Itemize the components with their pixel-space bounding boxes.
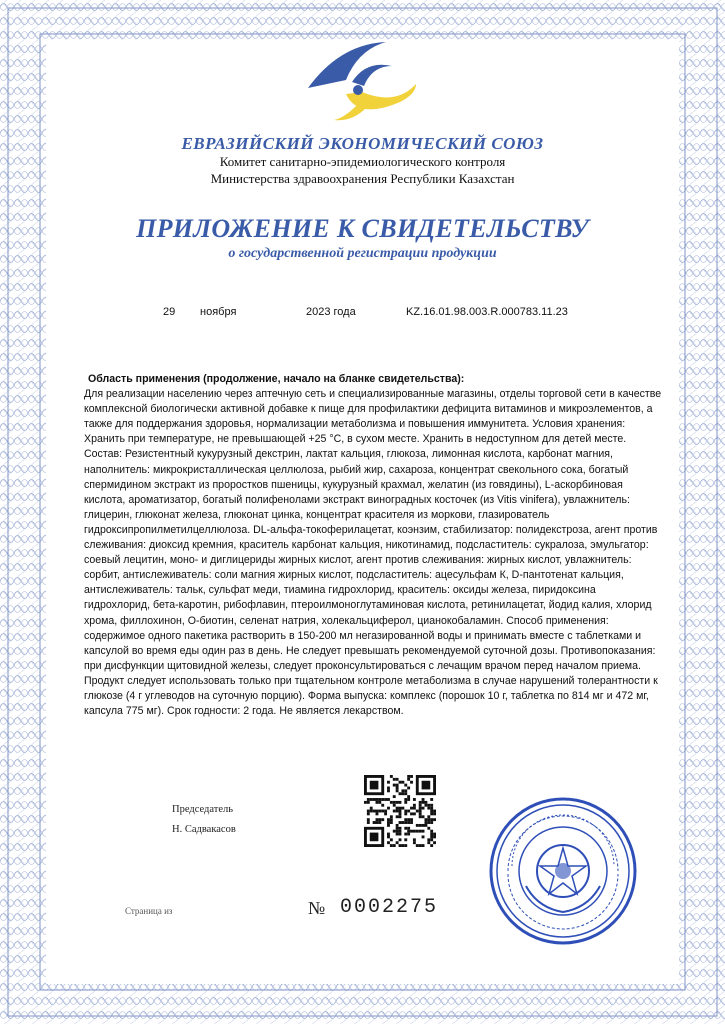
date-day: 29 [163,306,176,318]
page-label: Страница из [125,906,173,916]
union-name: ЕВРАЗИЙСКИЙ ЭКОНОМИЧЕСКИЙ СОЮЗ [181,134,544,153]
qr-code [364,775,436,847]
date-month: ноября [200,306,237,318]
document-subtitle: о государственной регистрации продукции [228,246,497,261]
official-stamp [488,796,638,946]
scope-heading: Область применения (продолжение, начало на бланке свидетельства): [88,373,465,385]
document-body [84,372,664,719]
document-title: ПРИЛОЖЕНИЕ К СВИДЕТЕЛЬСТВУ [136,214,589,243]
form-number: 0002275 [340,896,439,919]
date-year: 2023 года [306,306,356,318]
committee-name: Комитет санитарно-эпидемиологического контроля [219,154,506,169]
signatory-role: Председатель [172,804,234,815]
eaeu-logo [300,36,420,126]
registration-number: KZ.16.01.98.003.R.000783.11.23 [406,306,568,318]
body-paragraph: Для реализации населению через аптечную сеть и специализированные магазины, отделы торговой сети в качестве комплексной биологически активной добавке к пище для профилактики дефицита витаминов и микроэлементов, а также для поддержания здоровья, нормализации метаболизма и повышения иммунитета. Условия хранения: Хранить при температуре, не превышающей +25 °С, в сухом месте. Хранить в недоступном для детей месте. Состав: Резистентный кукурузный декстрин, лактат кальция, глюкоза, лимонная кислота, карбонат магния, наполнитель: микрокристаллическая целлюлоза, рыбий жир, сахароза, концентрат свекольного сока, богатый спермидином экстракт из проростков пшеницы, кукурузный крахмал, желатин (из говядины), L-аскорбиновая кислота, ароматизатор, богатый полифенолами экстракт виноградных косточек (из Vitis vinifera), увлажнитель: глицерин, глюконат железа, глюконат цинка, концентрат красителя из моркови, глазирователь гидроксипропилметилцеллюлоза. DL-альфа-токоферилацетат, коэнзим, стабилизатор: полидекстроза, агент против слеживания: диоксид кремния, краситель карбонат кальция, никотинамид, подсластитель: сукралоза, эмульгатор: соевый лецитин, моно- и диглицериды жирных кислот, агент против слеживания: жирных кислот, увлажнитель: сорбит, антислеживатель: соли магния жирных кислот, подсластитель: ацесульфам К, D-пантотенат кальция, антислеживатель: тальк, сульфат меди, тиамина гидрохлорид, краситель: оксиды железа, пиридоксина гидрохлорид, бета-каротин, рибофлавин, птероилмоноглутаминовая кислота, ретинилацетат, йодид калия, хлорид хрома, филлохинон, О-биотин, селенат натрия, холекальциферол, цианокобаламин. Способ применения: содержимое одного пакетика растворить в 150-200 мл негазированной воды и принимать вместе с таблетками и капсулой во время еды один раз в день. Не следует превышать рекомендуемой суточной дозы. Противопоказания: при дисфункции щитовидной железы, следует проконсультироваться с лечащим врачом перед началом приема. Продукт следует использовать только при тщательном контроле метаболизма в случае нарушений толерантности к глюкозе (4 г углеводов на суточную порцию). Форма выпуска: комплекс (порошок 10 г, таблетка по 814 мг и 472 мг, капсула 775 мг). Срок годности: 2 года. Не является лекарством. [84,388,662,718]
number-sign: № [308,898,326,918]
signatory-name: Н. Садвакасов [172,824,236,835]
ministry-name: Министерства здравоохранения Республики Казахстан [210,171,515,186]
